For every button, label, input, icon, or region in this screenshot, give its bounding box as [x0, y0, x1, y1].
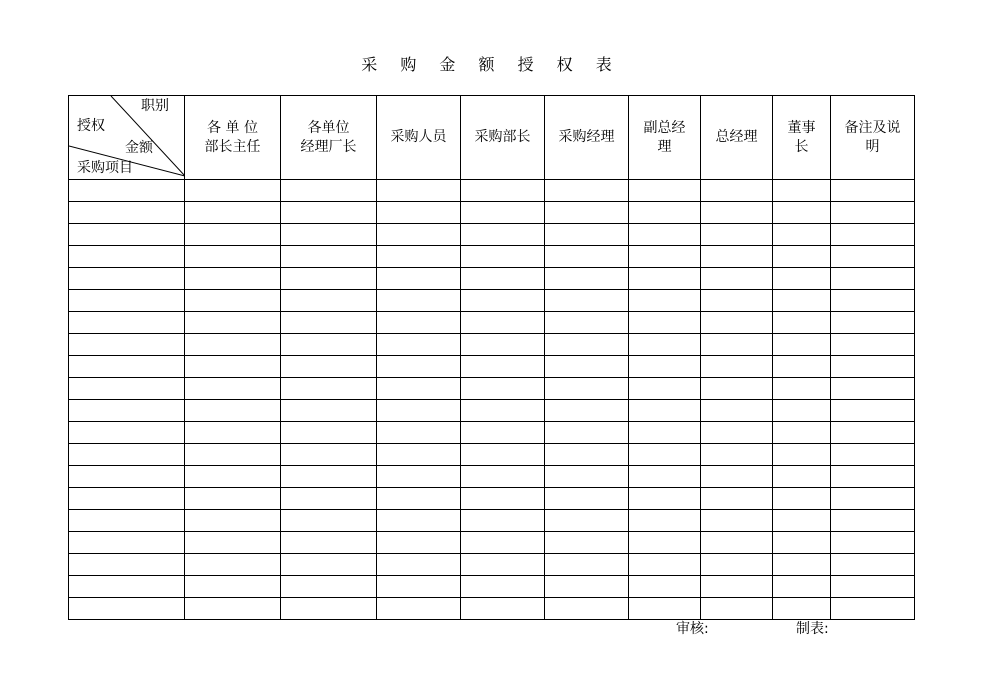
table-cell[interactable] — [773, 554, 831, 576]
table-cell[interactable] — [461, 202, 545, 224]
column-header-line1: 各 单 位 — [207, 119, 258, 136]
column-header-line2: 经理厂长 — [300, 138, 357, 155]
table-cell[interactable] — [545, 290, 629, 312]
table-cell[interactable] — [773, 224, 831, 246]
table-cell[interactable] — [281, 598, 377, 620]
table-cell[interactable] — [831, 202, 915, 224]
column-header-0 — [185, 96, 281, 180]
table-cell[interactable] — [461, 378, 545, 400]
column-header-line1: 采购人员 — [390, 129, 447, 145]
table-cell[interactable] — [281, 334, 377, 356]
table-cell[interactable] — [185, 202, 281, 224]
corner-header-cell — [69, 96, 185, 180]
table-cell[interactable] — [281, 576, 377, 598]
table-cell[interactable] — [377, 510, 461, 532]
table-cell[interactable] — [377, 378, 461, 400]
table-cell[interactable] — [773, 312, 831, 334]
table-cell[interactable] — [545, 532, 629, 554]
table-cell[interactable] — [701, 202, 773, 224]
table-cell[interactable] — [831, 532, 915, 554]
table-cell[interactable] — [461, 510, 545, 532]
table-cell[interactable] — [773, 378, 831, 400]
table-cell[interactable] — [69, 268, 185, 290]
table-cell[interactable] — [773, 422, 831, 444]
table-cell[interactable] — [831, 312, 915, 334]
table-cell[interactable] — [377, 444, 461, 466]
table-cell[interactable] — [701, 510, 773, 532]
table-cell[interactable] — [831, 268, 915, 290]
table-cell[interactable] — [545, 444, 629, 466]
table-cell[interactable] — [701, 466, 773, 488]
table-cell[interactable] — [377, 246, 461, 268]
table-cell[interactable] — [185, 510, 281, 532]
table-row — [69, 356, 915, 378]
table-cell[interactable] — [461, 444, 545, 466]
table-cell[interactable] — [701, 334, 773, 356]
table-cell[interactable] — [281, 246, 377, 268]
table-row — [69, 312, 915, 334]
table-cell[interactable] — [629, 290, 701, 312]
table-cell[interactable] — [629, 510, 701, 532]
table-cell[interactable] — [629, 356, 701, 378]
table-row — [69, 268, 915, 290]
table-cell[interactable] — [281, 356, 377, 378]
table-cell[interactable] — [831, 510, 915, 532]
table-cell[interactable] — [831, 598, 915, 620]
table-cell[interactable] — [773, 334, 831, 356]
corner-label-role: 职别 — [141, 98, 169, 114]
table-cell[interactable] — [69, 312, 185, 334]
table-row — [69, 422, 915, 444]
corner-label-item: 采购项目 — [77, 160, 133, 176]
table-cell[interactable] — [629, 554, 701, 576]
table-cell[interactable] — [185, 488, 281, 510]
table-cell[interactable] — [185, 378, 281, 400]
table-cell[interactable] — [185, 180, 281, 202]
table-cell[interactable] — [377, 554, 461, 576]
column-header-line2: 长 — [794, 138, 809, 155]
table-cell[interactable] — [281, 312, 377, 334]
table-cell[interactable] — [773, 180, 831, 202]
table-cell[interactable] — [701, 488, 773, 510]
table-cell[interactable] — [701, 400, 773, 422]
table-cell[interactable] — [831, 422, 915, 444]
table-cell[interactable] — [629, 444, 701, 466]
table-cell[interactable] — [545, 598, 629, 620]
table-cell[interactable] — [461, 400, 545, 422]
table-cell[interactable] — [773, 466, 831, 488]
table-cell[interactable] — [545, 576, 629, 598]
table-cell[interactable] — [461, 576, 545, 598]
table-cell[interactable] — [773, 532, 831, 554]
table-cell[interactable] — [545, 466, 629, 488]
table-cell[interactable] — [629, 202, 701, 224]
column-header-line1: 各单位 — [307, 119, 350, 136]
table-cell[interactable] — [545, 488, 629, 510]
table-row — [69, 598, 915, 620]
table-cell[interactable] — [69, 598, 185, 620]
table-cell[interactable] — [281, 510, 377, 532]
table-cell[interactable] — [545, 400, 629, 422]
table-cell[interactable] — [281, 488, 377, 510]
column-header-line1: 总经理 — [715, 129, 758, 145]
table-row — [69, 532, 915, 554]
table-cell[interactable] — [281, 224, 377, 246]
table-cell[interactable] — [185, 554, 281, 576]
table-cell[interactable] — [377, 290, 461, 312]
table-cell[interactable] — [461, 180, 545, 202]
header-row — [69, 96, 915, 180]
table-cell[interactable] — [773, 202, 831, 224]
table-cell[interactable] — [69, 224, 185, 246]
table-cell[interactable] — [773, 576, 831, 598]
table-cell[interactable] — [69, 466, 185, 488]
column-header-5 — [629, 96, 701, 180]
table-cell[interactable] — [701, 378, 773, 400]
table-row — [69, 576, 915, 598]
table-cell[interactable] — [701, 268, 773, 290]
table-cell[interactable] — [831, 290, 915, 312]
table-cell[interactable] — [461, 466, 545, 488]
table-cell[interactable] — [377, 488, 461, 510]
column-header-line1: 备注及说 — [844, 119, 901, 136]
column-header-7 — [773, 96, 831, 180]
table-cell[interactable] — [629, 598, 701, 620]
table-cell[interactable] — [69, 180, 185, 202]
table-cell[interactable] — [773, 268, 831, 290]
table-cell[interactable] — [701, 180, 773, 202]
maker-label: 制表: — [796, 621, 829, 637]
table-cell[interactable] — [69, 378, 185, 400]
table-cell[interactable] — [545, 422, 629, 444]
table-cell[interactable] — [831, 444, 915, 466]
column-header-line2: 部长主任 — [204, 138, 261, 155]
table-cell[interactable] — [545, 246, 629, 268]
table-cell[interactable] — [281, 444, 377, 466]
table-cell[interactable] — [461, 554, 545, 576]
table-cell[interactable] — [377, 334, 461, 356]
table-cell[interactable] — [831, 554, 915, 576]
table-row — [69, 378, 915, 400]
column-header-2 — [377, 96, 461, 180]
column-header-3 — [461, 96, 545, 180]
table-cell[interactable] — [629, 334, 701, 356]
table-row — [69, 290, 915, 312]
table-cell[interactable] — [69, 576, 185, 598]
table-cell[interactable] — [377, 312, 461, 334]
table-cell[interactable] — [377, 224, 461, 246]
table-cell[interactable] — [281, 466, 377, 488]
column-header-6 — [701, 96, 773, 180]
column-header-line2: 理 — [657, 138, 672, 155]
column-header-line2: 明 — [865, 138, 880, 155]
table-cell[interactable] — [69, 202, 185, 224]
column-header-4 — [545, 96, 629, 180]
page-title: 采 购 金 额 授 权 表 — [361, 55, 621, 74]
table-cell[interactable] — [545, 180, 629, 202]
table-cell[interactable] — [281, 180, 377, 202]
table-row — [69, 202, 915, 224]
table-cell[interactable] — [377, 598, 461, 620]
table-cell[interactable] — [461, 334, 545, 356]
table-cell[interactable] — [629, 224, 701, 246]
corner-label-auth: 授权 — [77, 118, 105, 134]
table-cell[interactable] — [629, 180, 701, 202]
table-cell[interactable] — [701, 598, 773, 620]
table-cell[interactable] — [377, 180, 461, 202]
table-cell[interactable] — [773, 246, 831, 268]
table-cell[interactable] — [701, 422, 773, 444]
table-cell[interactable] — [69, 400, 185, 422]
table-cell[interactable] — [701, 554, 773, 576]
table-cell[interactable] — [701, 290, 773, 312]
table-cell[interactable] — [185, 400, 281, 422]
table-cell[interactable] — [545, 356, 629, 378]
table-cell[interactable] — [377, 356, 461, 378]
table-cell[interactable] — [831, 334, 915, 356]
table-cell[interactable] — [461, 532, 545, 554]
table-row — [69, 554, 915, 576]
table-cell[interactable] — [831, 224, 915, 246]
table-cell[interactable] — [185, 334, 281, 356]
table-cell[interactable] — [377, 400, 461, 422]
table-cell[interactable] — [69, 554, 185, 576]
table-row — [69, 488, 915, 510]
column-header-line1: 采购经理 — [558, 129, 615, 145]
table-cell[interactable] — [377, 466, 461, 488]
table-cell[interactable] — [701, 356, 773, 378]
table-cell[interactable] — [773, 356, 831, 378]
table-cell[interactable] — [281, 532, 377, 554]
table-cell[interactable] — [69, 246, 185, 268]
table-cell[interactable] — [185, 422, 281, 444]
table-cell[interactable] — [185, 290, 281, 312]
table-cell[interactable] — [629, 488, 701, 510]
table-row — [69, 510, 915, 532]
table-cell[interactable] — [629, 246, 701, 268]
table-cell[interactable] — [831, 378, 915, 400]
table-cell[interactable] — [701, 224, 773, 246]
table-cell[interactable] — [701, 312, 773, 334]
table-cell[interactable] — [185, 532, 281, 554]
table-cell[interactable] — [281, 290, 377, 312]
table-cell[interactable] — [461, 290, 545, 312]
column-header-line1: 采购部长 — [474, 129, 531, 145]
table-cell[interactable] — [773, 488, 831, 510]
table-cell[interactable] — [773, 444, 831, 466]
table-cell[interactable] — [461, 356, 545, 378]
table-cell[interactable] — [69, 532, 185, 554]
table-cell[interactable] — [185, 598, 281, 620]
table-cell[interactable] — [831, 180, 915, 202]
table-cell[interactable] — [545, 554, 629, 576]
table-cell[interactable] — [701, 576, 773, 598]
table-cell[interactable] — [629, 576, 701, 598]
table-cell[interactable] — [701, 532, 773, 554]
column-header-1 — [281, 96, 377, 180]
table-cell[interactable] — [185, 224, 281, 246]
table-cell[interactable] — [69, 356, 185, 378]
table-cell[interactable] — [629, 466, 701, 488]
table-cell[interactable] — [185, 268, 281, 290]
table-row — [69, 400, 915, 422]
table-cell[interactable] — [545, 202, 629, 224]
table-cell[interactable] — [281, 378, 377, 400]
table-cell[interactable] — [461, 488, 545, 510]
table-cell[interactable] — [545, 224, 629, 246]
table-cell[interactable] — [69, 488, 185, 510]
table-row — [69, 246, 915, 268]
table-cell[interactable] — [773, 510, 831, 532]
table-cell[interactable] — [185, 356, 281, 378]
table-cell[interactable] — [545, 510, 629, 532]
table-cell[interactable] — [545, 268, 629, 290]
review-label: 审核: — [676, 621, 709, 637]
table-cell[interactable] — [629, 422, 701, 444]
table-cell[interactable] — [69, 510, 185, 532]
table-cell[interactable] — [629, 268, 701, 290]
table-cell[interactable] — [377, 422, 461, 444]
table-cell[interactable] — [545, 312, 629, 334]
table-cell[interactable] — [69, 290, 185, 312]
table-cell[interactable] — [629, 532, 701, 554]
table-cell[interactable] — [185, 576, 281, 598]
table-cell[interactable] — [545, 378, 629, 400]
table-cell[interactable] — [281, 268, 377, 290]
table-cell[interactable] — [377, 532, 461, 554]
table-row — [69, 334, 915, 356]
table-cell[interactable] — [461, 422, 545, 444]
table-cell[interactable] — [773, 290, 831, 312]
table-cell[interactable] — [629, 400, 701, 422]
table-cell[interactable] — [281, 554, 377, 576]
table-cell[interactable] — [773, 400, 831, 422]
table-cell[interactable] — [629, 312, 701, 334]
table-cell[interactable] — [69, 444, 185, 466]
table-cell[interactable] — [831, 488, 915, 510]
table-cell[interactable] — [461, 598, 545, 620]
table-cell[interactable] — [831, 576, 915, 598]
column-header-line1: 董事 — [787, 119, 816, 136]
table-cell[interactable] — [281, 202, 377, 224]
table-cell[interactable] — [461, 246, 545, 268]
column-header-8 — [831, 96, 915, 180]
table-cell[interactable] — [281, 400, 377, 422]
table-cell[interactable] — [461, 312, 545, 334]
corner-label-amount: 金额 — [125, 140, 153, 156]
table-row — [69, 466, 915, 488]
table-cell[interactable] — [185, 312, 281, 334]
table-cell[interactable] — [377, 202, 461, 224]
table-cell[interactable] — [461, 268, 545, 290]
table-cell[interactable] — [377, 576, 461, 598]
table-cell[interactable] — [461, 224, 545, 246]
table-cell[interactable] — [629, 378, 701, 400]
table-cell[interactable] — [281, 422, 377, 444]
table-cell[interactable] — [69, 422, 185, 444]
table-cell[interactable] — [69, 334, 185, 356]
table-cell[interactable] — [831, 356, 915, 378]
table-row — [69, 180, 915, 202]
table-cell[interactable] — [831, 466, 915, 488]
table-row — [69, 224, 915, 246]
table-cell[interactable] — [701, 444, 773, 466]
table-cell[interactable] — [185, 466, 281, 488]
table-row — [69, 444, 915, 466]
table-cell[interactable] — [545, 334, 629, 356]
table-cell[interactable] — [701, 246, 773, 268]
table-cell[interactable] — [377, 268, 461, 290]
table-cell[interactable] — [185, 246, 281, 268]
table-cell[interactable] — [831, 246, 915, 268]
table-cell[interactable] — [831, 400, 915, 422]
authorization-table — [68, 95, 915, 620]
column-header-line1: 副总经 — [643, 119, 686, 136]
table-cell[interactable] — [773, 598, 831, 620]
table-cell[interactable] — [185, 444, 281, 466]
